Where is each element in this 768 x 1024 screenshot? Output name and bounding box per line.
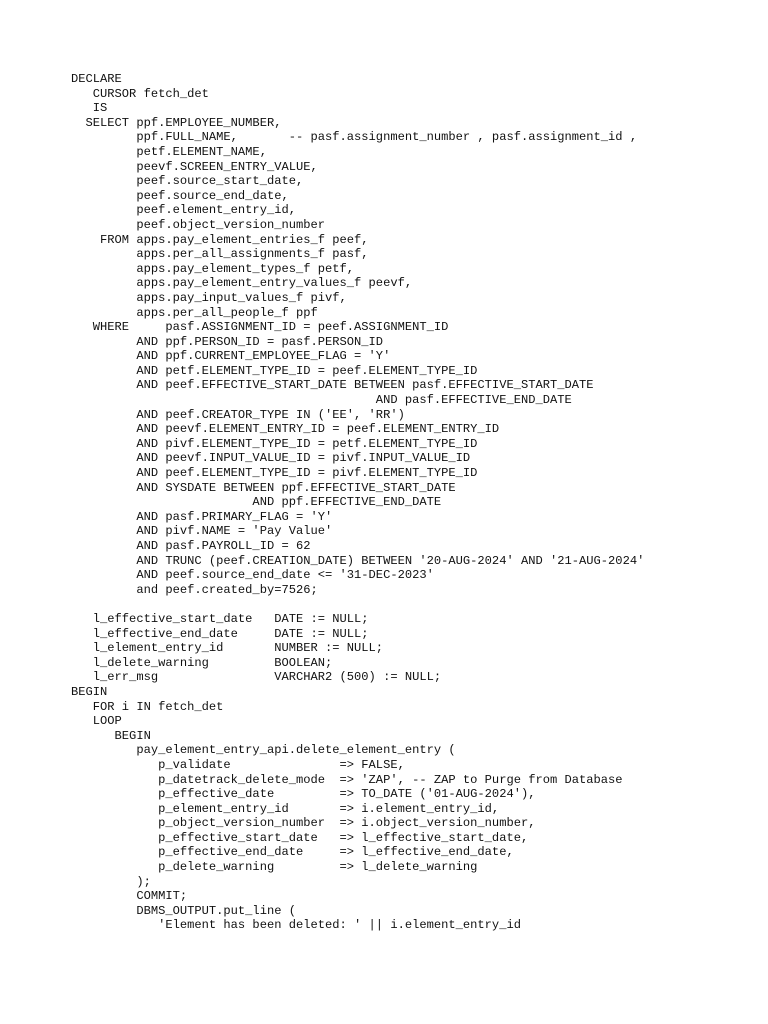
code-line: 'Element has been deleted: ' || i.element_entry_id — [71, 918, 521, 933]
code-line — [71, 597, 644, 612]
code-line: COMMIT; — [71, 889, 188, 904]
code-line: AND TRUNC (peef.CREATION_DATE) BETWEEN '20-AUG-2024' AND '21-AUG-2024' — [71, 553, 645, 568]
code-line: p_effective_end_date => l_effective_end_date, — [71, 845, 514, 860]
code-line: FOR i IN fetch_det — [71, 699, 224, 714]
code-line: apps.pay_input_values_f pivf, — [71, 290, 347, 305]
code-line: l_effective_start_date DATE := NULL; — [71, 611, 369, 626]
code-line: peef.source_end_date, — [71, 188, 289, 203]
code-line: p_object_version_number => i.object_version_number, — [71, 816, 536, 831]
code-line: apps.per_all_assignments_f pasf, — [71, 247, 369, 262]
code-line: peef.element_entry_id, — [71, 203, 296, 218]
code-line: and peef.created_by=7526; — [71, 582, 318, 597]
code-line: p_effective_start_date => l_effective_start_date, — [71, 830, 529, 845]
code-line: l_err_msg VARCHAR2 (500) := NULL; — [71, 670, 442, 685]
code-line: p_validate => FALSE, — [71, 757, 405, 772]
code-line: p_effective_date => TO_DATE ('01-AUG-2024'), — [71, 787, 536, 802]
code-line: AND ppf.PERSON_ID = pasf.PERSON_ID — [71, 334, 384, 349]
code-line: IS — [71, 101, 108, 116]
code-line: AND pasf.PRIMARY_FLAG = 'Y' — [71, 509, 333, 524]
code-line: ); — [71, 874, 151, 889]
code-line: DBMS_OUTPUT.put_line ( — [71, 903, 296, 918]
code-line: peef.source_start_date, — [71, 174, 304, 189]
code-line: p_datetrack_delete_mode => 'ZAP', -- ZAP to Purge from Database — [71, 772, 623, 787]
code-line: peevf.SCREEN_ENTRY_VALUE, — [71, 159, 318, 174]
code-line: AND SYSDATE BETWEEN ppf.EFFECTIVE_START_DATE — [71, 480, 456, 495]
code-line: DECLARE — [71, 72, 122, 86]
code-line: SELECT ppf.EMPLOYEE_NUMBER, — [71, 115, 282, 130]
code-line: apps.per_all_people_f ppf — [71, 305, 318, 320]
code-line: AND pivf.NAME = 'Pay Value' — [71, 524, 333, 539]
code-line: AND peef.ELEMENT_TYPE_ID = pivf.ELEMENT_TYPE_ID — [71, 466, 478, 481]
code-line: l_element_entry_id NUMBER := NULL; — [71, 641, 384, 656]
code-line: BEGIN — [71, 728, 151, 743]
code-line: BEGIN — [71, 684, 108, 699]
code-line: WHERE pasf.ASSIGNMENT_ID = peef.ASSIGNMENT_ID — [71, 320, 449, 335]
code-line: l_delete_warning BOOLEAN; — [71, 655, 333, 670]
code-line: petf.ELEMENT_NAME, — [71, 144, 267, 159]
code-line: CURSOR fetch_det — [71, 86, 209, 101]
code-line: l_effective_end_date DATE := NULL; — [71, 626, 369, 641]
code-line: apps.pay_element_types_f petf, — [71, 261, 355, 276]
code-line: AND pasf.PAYROLL_ID = 62 — [71, 539, 311, 553]
code-line: LOOP — [71, 714, 122, 729]
code-line: p_element_entry_id => i.element_entry_id, — [71, 801, 500, 816]
code-line: AND pivf.ELEMENT_TYPE_ID = petf.ELEMENT_TYPE_ID — [71, 436, 478, 451]
code-line: p_delete_warning => l_delete_warning — [71, 860, 478, 875]
code-line: AND peevf.INPUT_VALUE_ID = pivf.INPUT_VALUE_ID — [71, 451, 471, 466]
code-line: ppf.FULL_NAME, -- pasf.assignment_number , pasf.assignment_id , — [71, 130, 638, 145]
code-line: AND peef.source_end_date <= '31-DEC-2023' — [71, 568, 434, 583]
code-line: FROM apps.pay_element_entries_f peef, — [71, 232, 369, 247]
sql-code-block — [71, 72, 644, 933]
code-line: peef.object_version_number — [71, 217, 326, 232]
code-line: AND pasf.EFFECTIVE_END_DATE — [71, 393, 572, 408]
code-line: apps.pay_element_entry_values_f peevf, — [71, 276, 413, 291]
code-line: AND ppf.EFFECTIVE_END_DATE — [71, 495, 442, 510]
code-line: AND peef.CREATOR_TYPE IN ('EE', 'RR') — [71, 407, 405, 422]
code-line: AND peevf.ELEMENT_ENTRY_ID = peef.ELEMENT_ENTRY_ID — [71, 422, 500, 437]
code-line: pay_element_entry_api.delete_element_entry ( — [71, 743, 456, 758]
code-line: AND ppf.CURRENT_EMPLOYEE_FLAG = 'Y' — [71, 349, 391, 364]
code-line: AND petf.ELEMENT_TYPE_ID = peef.ELEMENT_TYPE_ID — [71, 363, 478, 378]
code-line: AND peef.EFFECTIVE_START_DATE BETWEEN pasf.EFFECTIVE_START_DATE — [71, 378, 594, 393]
